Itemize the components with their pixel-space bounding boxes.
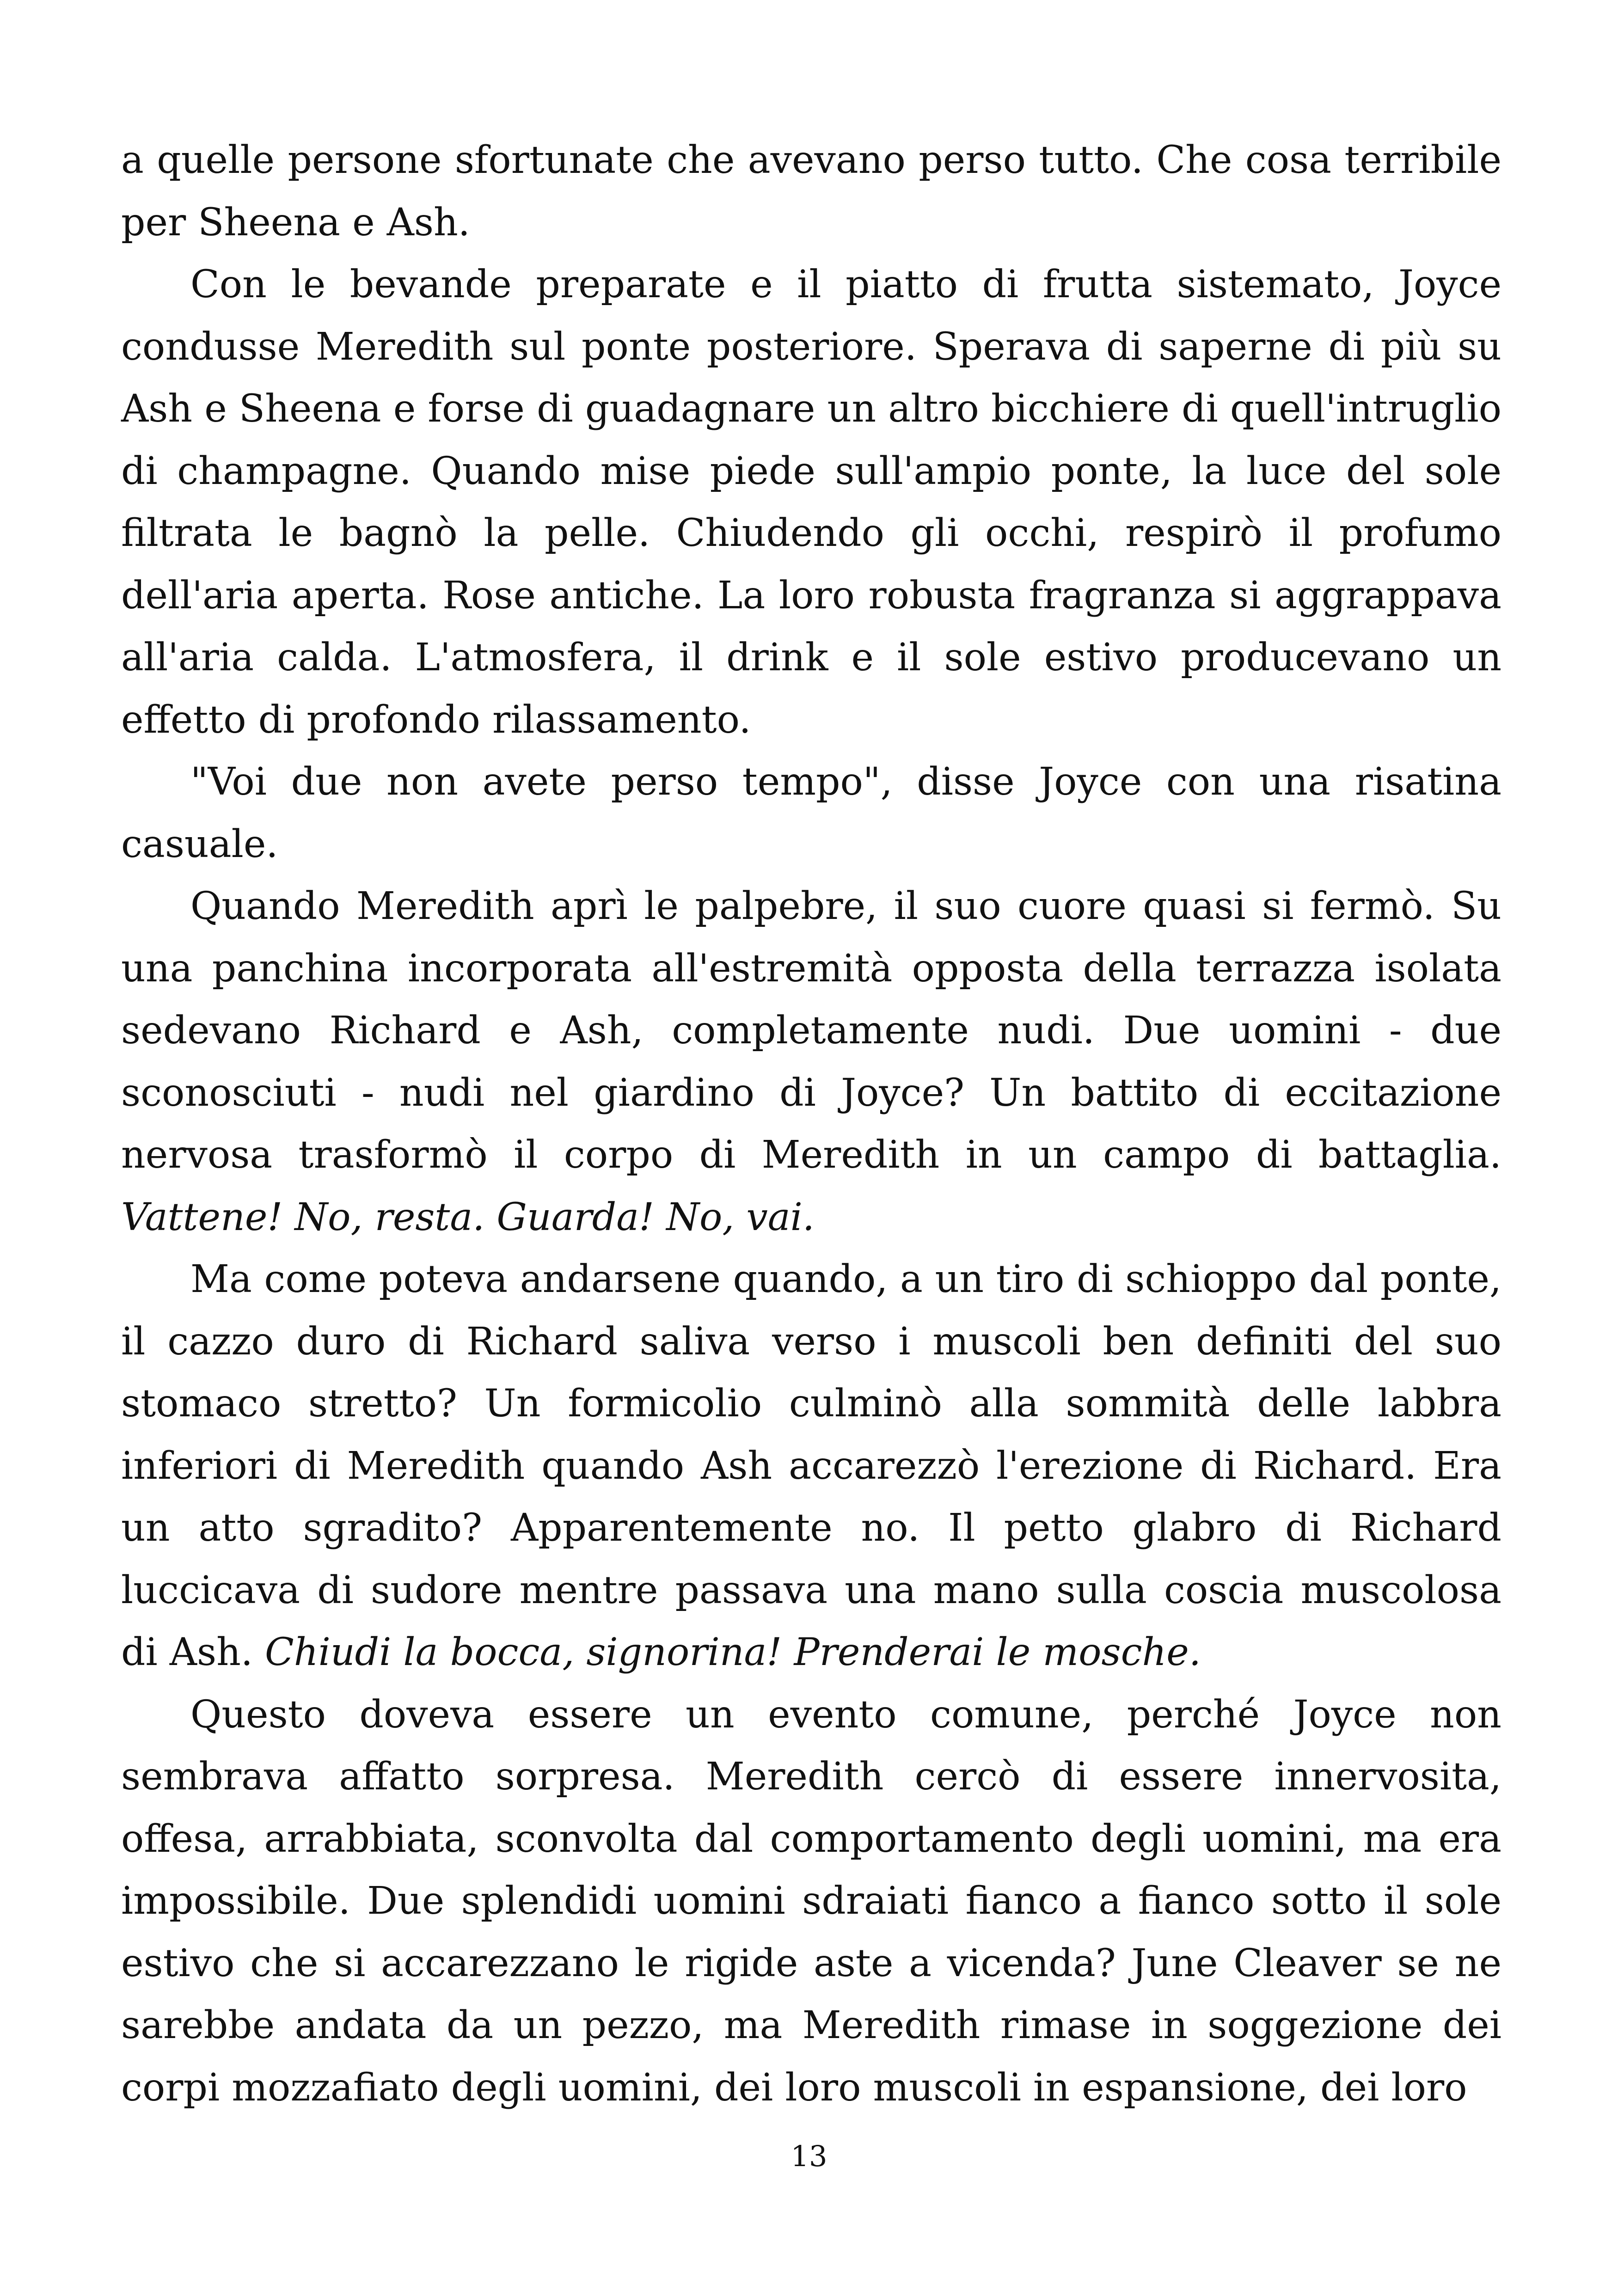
paragraph-3-text: "Voi due non avete perso tempo", disse Joyce con una risatina casuale. [121, 760, 1502, 866]
body-text [121, 129, 1502, 2119]
paragraph-4-italic-thought: Vattene! No, resta. Guarda! No, vai. [121, 1195, 815, 1239]
page-number: 13 [791, 2139, 827, 2173]
paragraph-5-italic-thought: Chiudi la bocca, signorina! Prenderai le mosche. [265, 1630, 1201, 1674]
paragraph-6-text: Questo doveva essere un evento comune, perché Joyce non sembrava affatto sorpresa. Meredith cercò di essere innervosita, offesa, arrabbiata, sconvolta dal comportamento degli uomini, ma era impossibile. Due splendidi uomini sdraiati fianco a fianco sotto il sole estivo che si accarezzano le rigide aste a vicenda? June Cleaver se ne sarebbe andata da un pezzo, ma Meredith rimase in soggezione dei corpi mozzafiato degli uomini, dei loro muscoli in espansione, dei loro [121, 1692, 1502, 2110]
paragraph-3 [121, 751, 1502, 876]
paragraph-1 [121, 129, 1502, 254]
paragraph-4-text: Quando Meredith aprì le palpebre, il suo cuore quasi si fermò. Su una panchina incorporata all'estremità opposta della terrazza isolata sedevano Richard e Ash, completamente nudi. Due uomini - due sconosciuti - nudi nel giardino di Joyce? Un battito di eccitazione nervosa trasformò il corpo di Meredith in un campo di battaglia. [121, 884, 1502, 1177]
paragraph-5-text: Ma come poteva andarsene quando, a un tiro di schioppo dal ponte, il cazzo duro di Richard saliva verso i muscoli ben definiti del suo stomaco stretto? Un formicolio culminò alla sommità delle labbra inferiori di Meredith quando Ash accarezzò l'erezione di Richard. Era un atto sgradito? Apparentemente no. Il petto glabro di Richard luccicava di sudore mentre passava una mano sulla coscia muscolosa di Ash. [121, 1257, 1502, 1674]
paragraph-4 [121, 876, 1502, 1249]
paragraph-2-text: Con le bevande preparate e il piatto di frutta sistemato, Joyce condusse Meredith sul ponte posteriore. Sperava di saperne di più su Ash e Sheena e forse di guadagnare un altro bicchiere di quell'intruglio di champagne. Quando mise piede sull'ampio ponte, la luce del sole filtrata le bagnò la pelle. Chiudendo gli occhi, respirò il profumo dell'aria aperta. Rose antiche. La loro robusta fragranza si aggrappava all'aria calda. L'atmosfera, il drink e il sole estivo producevano un effetto di profondo rilassamento. [121, 263, 1502, 742]
paragraph-6 [121, 1684, 1502, 2119]
paragraph-5 [121, 1249, 1502, 1684]
paragraph-1-text: a quelle persone sfortunate che avevano perso tutto. Che cosa terribile per Sheena e Ash. [121, 138, 1502, 245]
paragraph-2 [121, 254, 1502, 751]
